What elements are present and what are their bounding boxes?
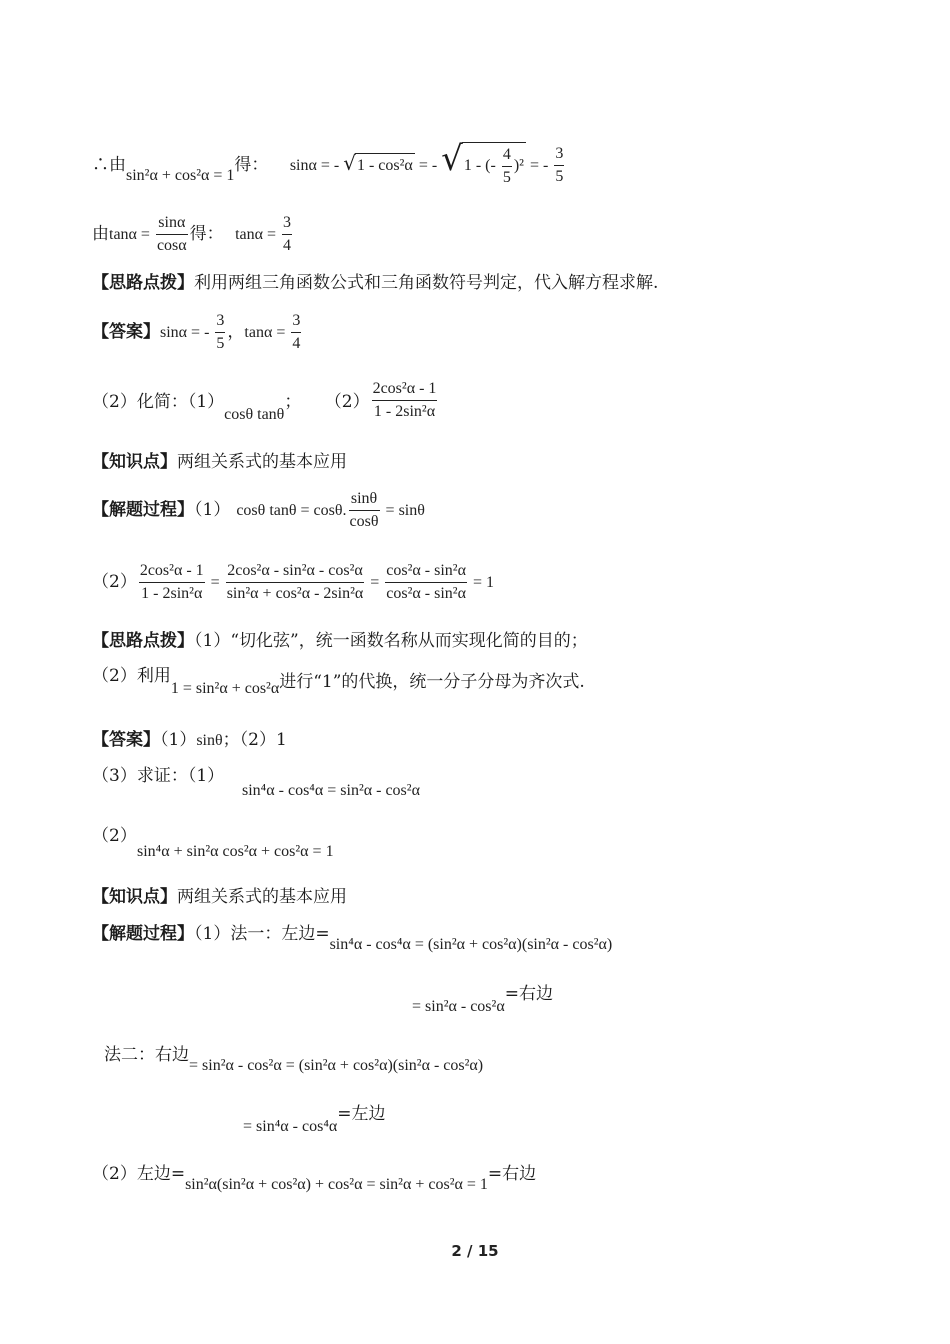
q2-fraction <box>372 378 438 423</box>
q3-expr1-line <box>242 780 420 801</box>
answer-sep: ， <box>227 322 245 342</box>
method-1-expr: sin⁴α - cos⁴α = (sin²α + cos²α)(sin²α - cos²α) <box>329 936 613 953</box>
tan-result: tanα = <box>235 226 281 243</box>
answer-part2: （2）1 <box>239 730 287 750</box>
q3-part2 <box>92 826 137 846</box>
line1-mid: = - <box>414 157 442 175</box>
proc2-frac2 <box>226 560 365 605</box>
frac-3-4 <box>291 310 301 355</box>
sqrt-icon: √ <box>343 151 356 176</box>
proc2-frac3 <box>385 560 467 605</box>
line1-de: 得： <box>234 155 269 176</box>
answer-tan: tanα = <box>244 324 290 341</box>
frac-den: sin²α + cos²α - 2sin²α <box>226 585 364 602</box>
hint-text-1: （1）“切化弦”，统一函数名称从而实现化简的目的； <box>194 631 588 651</box>
part2-label: （2）左边= <box>92 1164 186 1184</box>
derivation-tan <box>92 212 294 257</box>
frac-den: cosθ <box>349 513 379 530</box>
identity-eq: sin²α + cos²α = 1 <box>126 167 235 185</box>
answer-label: 【答案】 <box>92 322 160 342</box>
derivation-sin <box>92 139 566 189</box>
proc2-eq: = <box>366 574 384 591</box>
proc1-lhs: cosθ tanθ = cosθ. <box>236 502 347 519</box>
rad2-pre: 1 - (- <box>463 157 500 175</box>
frac-num: sinα <box>156 212 188 235</box>
right-side-label-2: =右边 <box>487 1164 537 1184</box>
q2-semi: ； <box>284 392 302 412</box>
question-2 <box>92 380 439 425</box>
answer-1 <box>92 310 303 355</box>
answer-sin-theta: sinθ <box>196 732 223 749</box>
hint-2-line2 <box>92 666 585 697</box>
frac-num: 2cos²α - sin²α - cos²α <box>226 560 365 583</box>
q3-expr2-line <box>137 841 334 862</box>
frac-den: cosα <box>156 237 187 254</box>
frac-den: 5 <box>555 168 564 186</box>
frac-den: 1 - 2sin²α <box>373 403 436 420</box>
method-2-expr: = sin²α - cos²α = (sin²α + cos²α)(sin²α - cos²α) <box>189 1057 484 1074</box>
line1-eqneg: = - <box>525 157 553 175</box>
hint-text-2-pre: （2）利用 <box>92 666 171 686</box>
proc2-frac1 <box>139 560 205 605</box>
sqrt-icon: √ <box>441 139 463 180</box>
proc-label: 【解题过程】 <box>92 924 194 944</box>
proc2-sub: （2） <box>92 572 137 592</box>
frac-num: 3 <box>282 212 292 235</box>
frac-den: 1 - 2sin²α <box>141 585 203 602</box>
frac-den: 4 <box>283 237 292 254</box>
frac-num: 3 <box>215 310 225 333</box>
hint-2 <box>92 631 588 651</box>
hint-1 <box>92 273 658 293</box>
question-3 <box>92 766 224 786</box>
frac-num: 2cos²α - 1 <box>372 378 438 401</box>
proc-sub: （1） <box>194 500 231 520</box>
hint-identity: 1 = sin²α + cos²α <box>170 680 280 697</box>
process-3-part2 <box>92 1164 537 1193</box>
q3-label2: （2） <box>92 826 137 846</box>
proc2-result: = 1 <box>468 574 495 591</box>
knowledge-point-1 <box>92 452 347 472</box>
answer-sin: sinα = - <box>160 324 214 341</box>
frac-num: 3 <box>554 143 564 166</box>
q3-expr1: sin⁴α - cos⁴α = sin²α - cos²α <box>242 782 420 799</box>
right-side-label: =右边 <box>504 984 553 1004</box>
frac-sin-cos-theta <box>349 488 380 533</box>
kp-label: 【知识点】 <box>92 887 177 907</box>
hint-text: 利用两组三角函数公式和三角函数符号判定，代入解方程求解. <box>194 273 659 293</box>
answer-label: 【答案】 <box>92 730 160 750</box>
left-side-label: =左边 <box>337 1104 386 1124</box>
hint-text-2-post: 进行“1”的代换，统一分子分母为齐次式. <box>279 672 585 692</box>
part2-expr: sin²α(sin²α + cos²α) + cos²α = sin²α + cos²α = 1 <box>185 1176 488 1193</box>
method-2-label: 法二：右边 <box>104 1045 189 1065</box>
answer-2 <box>92 730 287 751</box>
method-1-line2 <box>412 984 553 1017</box>
frac-den: 4 <box>292 335 301 352</box>
radical-1: 1 - cos²α <box>355 153 415 177</box>
frac-den: 5 <box>502 169 511 186</box>
hint-label: 【思路点拨】 <box>92 273 194 293</box>
method-2-expr2: = sin⁴α - cos⁴α <box>243 1118 338 1135</box>
proc-label: 【解题过程】 <box>92 500 194 520</box>
kp-label: 【知识点】 <box>92 452 177 472</box>
q2-expr1: cosθ tanθ <box>224 406 285 423</box>
proc1-rhs: = sinθ <box>381 502 425 519</box>
frac-den: cos²α - sin²α <box>386 585 466 602</box>
process-3 <box>92 924 613 953</box>
process-1 <box>92 488 425 533</box>
answer-part1: （1） <box>160 730 197 750</box>
frac-num: cos²α - sin²α <box>385 560 467 583</box>
frac-num: sinθ <box>349 488 380 511</box>
tan-lhs: tanα = <box>109 226 154 243</box>
frac-num: 3 <box>291 310 301 333</box>
frac-den: 5 <box>216 335 225 352</box>
method-2 <box>104 1045 484 1074</box>
frac-4-5 <box>502 144 512 189</box>
frac-3-4 <box>282 212 292 257</box>
method-1-expr2: = sin²α - cos²α <box>412 998 505 1015</box>
knowledge-point-2 <box>92 887 347 907</box>
line2-prefix: 由 <box>92 224 109 244</box>
frac-3-5 <box>554 143 564 188</box>
frac-num: 4 <box>502 144 512 167</box>
method-1-label: （1）法一：左边= <box>194 924 330 944</box>
frac-3-5 <box>215 310 225 355</box>
kp-text: 两组关系式的基本应用 <box>177 452 347 472</box>
frac-sin-cos <box>156 212 188 257</box>
q3-label: （3）求证：（1） <box>92 766 225 786</box>
process-2 <box>92 560 494 605</box>
method-2-line2 <box>243 1104 386 1137</box>
answer-semi: ； <box>222 730 240 750</box>
q3-expr2: sin⁴α + sin²α cos²α + cos²α = 1 <box>137 843 334 860</box>
q2-label: （2）化简：（1） <box>92 392 225 412</box>
proc2-eq: = <box>206 574 224 591</box>
rad2-post: )² <box>513 157 524 175</box>
hint-label: 【思路点拨】 <box>92 631 194 651</box>
line1-prefix: ∴由 <box>92 155 126 176</box>
frac-num: 2cos²α - 1 <box>139 560 205 583</box>
q2-label2: （2） <box>324 392 370 412</box>
kp-text: 两组关系式的基本应用 <box>177 887 347 907</box>
sin-lhs: sinα = - <box>289 157 344 175</box>
radical-2 <box>462 142 526 189</box>
page-number: 2 / 15 <box>451 1242 499 1260</box>
line2-de: 得： <box>189 224 224 244</box>
